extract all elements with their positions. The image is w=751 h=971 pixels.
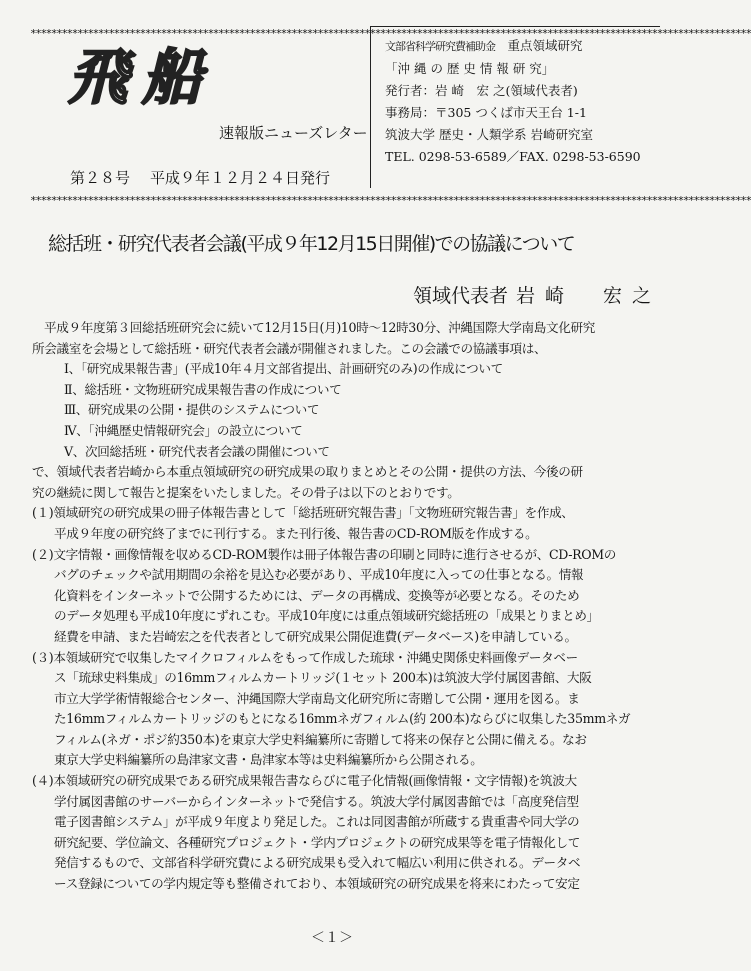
agenda-item: Ⅴ、次回総括班・研究代表者会議の開催について [64,443,330,459]
body-line: ス「琉球史料集成」の16mmフィルムカートリッジ(１セット 200本)は筑波大学付属図書館、大阪 [54,670,592,686]
publisher-info-box [370,26,660,188]
agenda-item: Ⅰ、「研究成果報告書」(平成10年４月文部省提出、計画研究のみ)の作成について [64,361,503,377]
issue-number: 第２８号 [70,169,131,187]
body-line: 平成９年度の研究終了までに刊行する。また刊行後、報告書のCD-ROM版を作成する。 [54,525,538,541]
body-line: で、領域代表者岩崎から本重点領域研究の研究成果の取りまとめとその公開・提供の方法、今後の研 [32,464,583,480]
body-line: のデータ処理も平成10年度にずれこむ。平成10年度には重点領域研究総括班の「成果とりまとめ」 [54,608,599,624]
body-line: 研究紀要、学位論文、各種研究プロジェクト・学内プロジェクトの研究成果等を電子情報化して [54,834,580,850]
project-name: 「沖 縄 の 歴 史 情 報 研 究」 [385,61,555,76]
top-rule-stars: ****************************************************************************************************************************************** [30,27,751,40]
agenda-item: Ⅲ、研究成果の公開・提供のシステムについて [64,402,320,418]
body-line: 市立大学学術情報総合センター、沖縄国際大学南島文化研究所に寄贈して公開・運用を図る。ま [54,690,580,706]
issue-date: 平成９年１２月２４日発行 [150,169,331,187]
body-line: 化資料をインターネットで公開するためには、データの再構成、変換等が必要となる。そのため [54,587,580,603]
funding-line [385,35,660,58]
body-line: 電子図書館システム」が平成９年度より発足した。これは同図書館が所蔵する貴重書や同大学の [54,814,580,830]
newsletter-logo: 飛船 [68,43,216,113]
body-line: 東京大学史料編纂所の島津家文書・島津家本等は史料編纂所から公開される。 [54,752,483,768]
article-author [413,281,661,308]
body-line: ース登録についての学内規定等も整備されており、本領域研究の研究成果を将来にわたって安定 [54,876,580,892]
numbered-point: (３)本領域研究で収集したマイクロフィルムをもって作成した琉球・沖縄史関係史料画像データベー [32,649,578,665]
newsletter-subtitle: 速報版ニューズレター [219,124,368,142]
body-line: 平成９年度第３回総括班研究会に続いて12月15日(月)10時～12時30分、沖縄国際大学南島文化研究 [44,320,596,335]
body-line: フィルム(ネガ・ポジ約350本)を東京大学史料編纂所に寄贈して将来の保存と公開に備える。なお [54,731,587,747]
contact-phone-fax: TEL. 0298-53-6589／FAX. 0298-53-6590 [385,149,641,164]
body-line: 学付属図書館のサーバーからインターネットで発信する。筑波大学付属図書館では「高度発信型 [54,793,579,809]
article-body [32,318,632,895]
agenda-item: Ⅳ、「沖縄歴史情報研究会」の設立について [64,422,303,438]
article-headline: 総括班・研究代表者会議(平成９年12月15日開催)での協議について [48,233,575,255]
body-line: 所会議室を会場として総括班・研究代表者会議が開催されました。この会議での協議事項は、 [32,340,547,356]
publisher-line: 発行者：岩 崎 宏 之(領域代表者) [385,83,578,98]
numbered-point: (４)本領域研究の研究成果である研究成果報告書ならびに電子化情報(画像情報・文字情報)を筑波大 [32,773,577,789]
body-line: 経費を申請、また岩崎宏之を代表者として研究成果公開促進費(データベース)を申請している。 [54,628,577,644]
lab-name: 筑波大学 歴史・人類学系 岩崎研究室 [385,127,593,142]
office-address: 事務局：〒305 つくば市天王台 1-1 [385,105,587,120]
page-number: ＜１＞ [311,930,353,946]
body-line: 究の継続に関して報告と提案をいたしました。その骨子は以下のとおりです。 [32,484,460,500]
author-name: 岩崎 宏之 [516,285,662,307]
author-title: 領域代表者 [413,285,509,307]
agenda-item: Ⅱ、総括班・文物班研究成果報告書の作成について [64,381,342,397]
numbered-point: (２)文字情報・画像情報を収めるCD-ROM製作は冊子体報告書の印刷と同時に進行させるが、CD-ROMの [32,546,617,562]
body-line: バグのチェックや試用期間の余裕を見込む必要があり、平成10年度に入っての仕事となる。情報 [54,567,584,583]
numbered-point: (１)領域研究の研究成果の冊子体報告書として「総括班研究報告書」「文物班研究報告書」を作成、 [32,505,574,521]
body-line: 発信するもので、文部省科学研究費による研究成果も受入れて幅広い利用に供される。データベ [54,855,581,871]
funding-label: 文部省科学研究費補助金 [385,40,495,53]
body-line: た16mmフィルムカートリッジのもとになる16mmネガフィルム(約 200本)ならびに収集した35mmネガ [54,711,631,727]
area-label: 重点領域研究 [507,38,583,53]
bottom-rule-stars: ****************************************************************************************************************************************** [30,194,751,207]
